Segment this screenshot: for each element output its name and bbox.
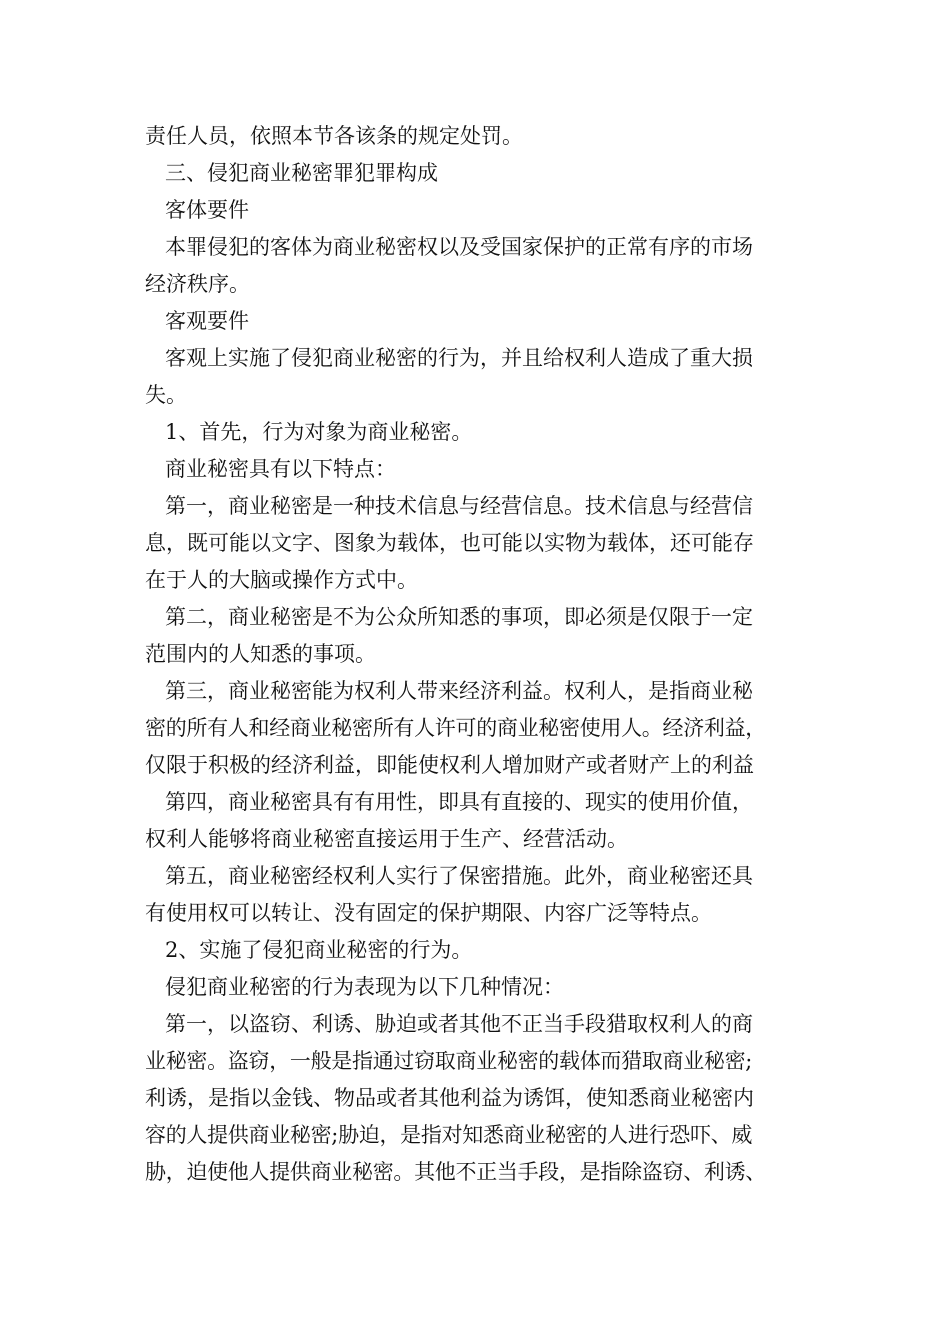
text-line: 第三，商业秘密能为权利人带来经济利益。权利人，是指商业秘 (165, 679, 753, 703)
text-line: 有使用权可以转让、没有固定的保护期限、内容广泛等特点。 (145, 901, 712, 925)
text-line: 息，既可能以文字、图象为载体，也可能以实物为载体，还可能存 (145, 531, 754, 555)
text-line: 失。 (145, 383, 187, 407)
text-line: 容的人提供商业秘密;胁迫，是指对知悉商业秘密的人进行恐吓、威 (145, 1123, 753, 1147)
document-body (145, 118, 835, 1191)
text-line: 利诱，是指以金钱、物品或者其他利益为诱饵，使知悉商业秘密内 (145, 1086, 754, 1110)
text-line: 2、实施了侵犯商业秘密的行为。 (165, 938, 473, 962)
text-line: 权利人能够将商业秘密直接运用于生产、经营活动。 (145, 827, 628, 851)
section-heading: 三、侵犯商业秘密罪犯罪构成 (165, 161, 438, 185)
text-line: 本罪侵犯的客体为商业秘密权以及受国家保护的正常有序的市场 (165, 235, 753, 259)
text-line: 业秘密。盗窃，一般是指通过窃取商业秘密的载体而猎取商业秘密; (145, 1049, 753, 1073)
text-line: 商业秘密具有以下特点： (165, 457, 396, 481)
text-line: 责任人员，依照本节各该条的规定处罚。 (145, 124, 523, 148)
text-line: 第二，商业秘密是不为公众所知悉的事项，即必须是仅限于一定 (165, 605, 753, 629)
text-line: 仅限于积极的经济利益，即能使权利人增加财产或者财产上的利益 (145, 753, 754, 777)
text-line: 经济秩序。 (145, 272, 250, 296)
subsection-heading: 客体要件 (165, 198, 249, 222)
text-line: 第五，商业秘密经权利人实行了保密措施。此外，商业秘密还具 (165, 864, 753, 888)
text-line: 侵犯商业秘密的行为表现为以下几种情况： (165, 975, 564, 999)
text-line: 客观上实施了侵犯商业秘密的行为，并且给权利人造成了重大损 (165, 346, 753, 370)
text-line: 胁，迫使他人提供商业秘密。其他不正当手段，是指除盗窃、利诱、 (145, 1160, 766, 1184)
text-line: 第一，商业秘密是一种技术信息与经营信息。技术信息与经营信 (165, 494, 753, 518)
text-line: 在于人的大脑或操作方式中。 (145, 568, 418, 592)
text-line: 范围内的人知悉的事项。 (145, 642, 376, 666)
text-line: 1、首先，行为对象为商业秘密。 (165, 420, 473, 444)
text-line: 第四，商业秘密具有有用性，即具有直接的、现实的使用价值， (165, 790, 753, 814)
text-line: 密的所有人和经商业秘密所有人许可的商业秘密使用人。经济利益， (145, 716, 766, 740)
text-line: 第一，以盗窃、利诱、胁迫或者其他不正当手段猎取权利人的商 (165, 1012, 753, 1036)
subsection-heading: 客观要件 (165, 309, 249, 333)
